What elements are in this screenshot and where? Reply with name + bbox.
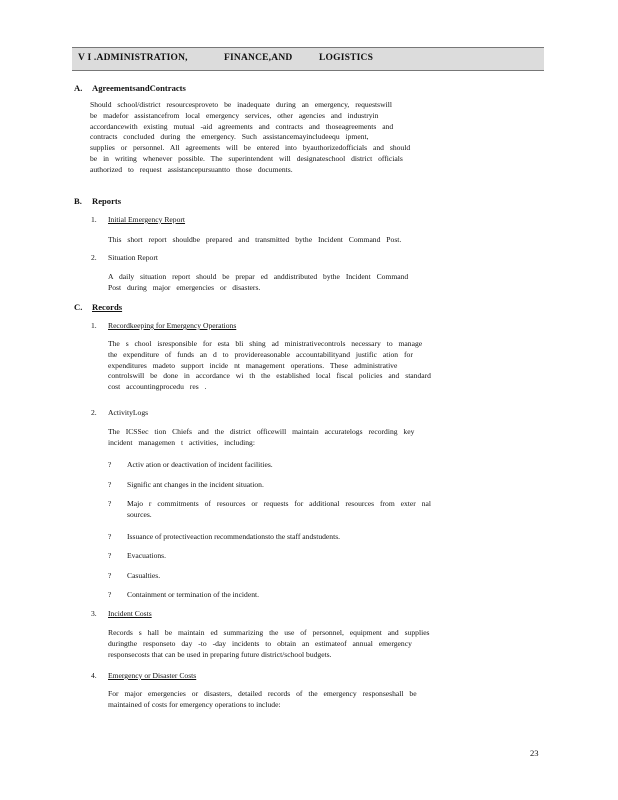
section-b-letter: B.: [74, 196, 82, 206]
text-line: Majo r commitments of resources or requests for additional resources from exter nal: [127, 499, 431, 508]
emergency-costs-paragraph: [108, 689, 532, 711]
item-number: 1.: [91, 321, 97, 330]
item-number: 2.: [91, 408, 97, 417]
item-title-situation-report: Situation Report: [108, 253, 158, 262]
section-a-letter: A.: [74, 83, 83, 93]
text-line: maintained of costs for emergency operations to include:: [108, 699, 281, 709]
item-number: 3.: [91, 609, 97, 618]
section-c-title: Records: [92, 302, 123, 312]
page-number: 23: [530, 748, 539, 758]
item-title-recordkeeping: Recordkeeping for Emergency Operations: [108, 321, 237, 330]
item-number: 1.: [91, 215, 97, 224]
item-title-initial-report: Initial Emergency Report: [108, 215, 186, 224]
text-line: be in writing whenever possible. The superintendent will designateschool district officials: [90, 153, 403, 163]
text-line: contracts concluded during the emergency. Such assistancemayincludeequ ipment,: [90, 132, 369, 142]
bullet-icon: ?: [108, 480, 112, 489]
text-line: responsecosts that can be used in preparing future district/school budgets.: [108, 649, 332, 659]
header-part-2: FINANCE,AND: [224, 53, 293, 63]
item-title-emergency-costs: Emergency or Disaster Costs: [108, 671, 197, 680]
recordkeeping-paragraph: [108, 339, 524, 393]
bullet-icon: ?: [108, 551, 112, 560]
text-line: The s chool isresponsible for esta bli shing ad ministrativecontrols necessary to manage: [108, 339, 423, 348]
text-line: controlswill be done in accordance wi th the established local fiscal policies and standard: [108, 371, 431, 381]
item-number: 4.: [91, 671, 97, 680]
header-part-1: V I .ADMINISTRATION,: [78, 53, 188, 63]
bullet-text: [127, 499, 522, 521]
section-a-paragraph: [90, 100, 520, 176]
item-title-activity-logs: ActivityLogs: [108, 408, 149, 417]
section-header-banner: [72, 47, 544, 71]
item-title-incident-costs: Incident Costs: [108, 609, 152, 618]
section-a-title: AgreementsandContracts: [92, 83, 186, 93]
text-line: For major emergencies or disasters, detailed records of the emergency responseshall be: [108, 689, 417, 698]
bullet-text: Activ ation or deactivation of incident facilities.: [127, 460, 273, 469]
text-line: The ICSSec tion Chiefs and the district officewill maintain accuratelogs recording key: [108, 427, 415, 436]
text-line: authorized to request assistancepursuantto those documents.: [90, 164, 293, 174]
situation-report-paragraph: [108, 272, 508, 294]
text-line: Records s hall be maintain ed summarizing the use of personnel, equipment and supplies: [108, 628, 430, 637]
bullet-text: Evacuations.: [127, 551, 167, 560]
incident-costs-paragraph: [108, 628, 524, 660]
header-part-3: LOGISTICS: [319, 53, 374, 63]
text-line: A daily situation report should be prepar ed anddistributed bythe Incident Command: [108, 272, 409, 281]
text-line: sources.: [127, 509, 152, 519]
text-line: expenditures madeto support incide nt management operations. These administrative: [108, 360, 398, 370]
text-line: the expenditure of funds an d to providereasonable accountabilityand justific ation for: [108, 349, 413, 359]
text-line: be madefor assistancefrom local emergency services, other agencies and industryin: [90, 110, 379, 120]
text-line: Post during major emergencies or disasters.: [108, 282, 261, 292]
text-line: accordancewith existing mutual -aid agreements and contracts and thoseagreements and: [90, 121, 394, 131]
bullet-text: Casualties.: [127, 571, 161, 580]
text-line: Should school/district resourcesproveto be inadequate during an emergency, requestswill: [90, 100, 392, 109]
bullet-text: Containment or termination of the incident.: [127, 590, 260, 599]
text-line: supplies or personnel. All agreements will be entered into byauthorizedofficials and should: [90, 143, 411, 153]
bullet-icon: ?: [108, 571, 112, 580]
bullet-text: Signific ant changes in the incident situation.: [127, 480, 264, 489]
section-b-title: Reports: [92, 196, 122, 206]
bullet-icon: ?: [108, 460, 112, 469]
text-line: duringthe responseto day -to -day incidents to obtain an estimateof annual emergency: [108, 638, 412, 648]
bullet-icon: ?: [108, 499, 112, 508]
bullet-icon: ?: [108, 590, 112, 599]
activity-logs-paragraph: [108, 427, 522, 449]
text-line: incident managemen t activities, including:: [108, 437, 255, 447]
initial-report-paragraph: [108, 235, 520, 246]
item-number: 2.: [91, 253, 97, 262]
bullet-icon: ?: [108, 532, 112, 541]
text-line: cost accountingprocedu res .: [108, 382, 207, 392]
text-line: This short report shouldbe prepared and transmitted bythe Incident Command Post.: [108, 235, 402, 244]
section-c-letter: C.: [74, 302, 83, 312]
bullet-text: Issuance of protectiveaction recommendationsto the staff andstudents.: [127, 532, 341, 541]
